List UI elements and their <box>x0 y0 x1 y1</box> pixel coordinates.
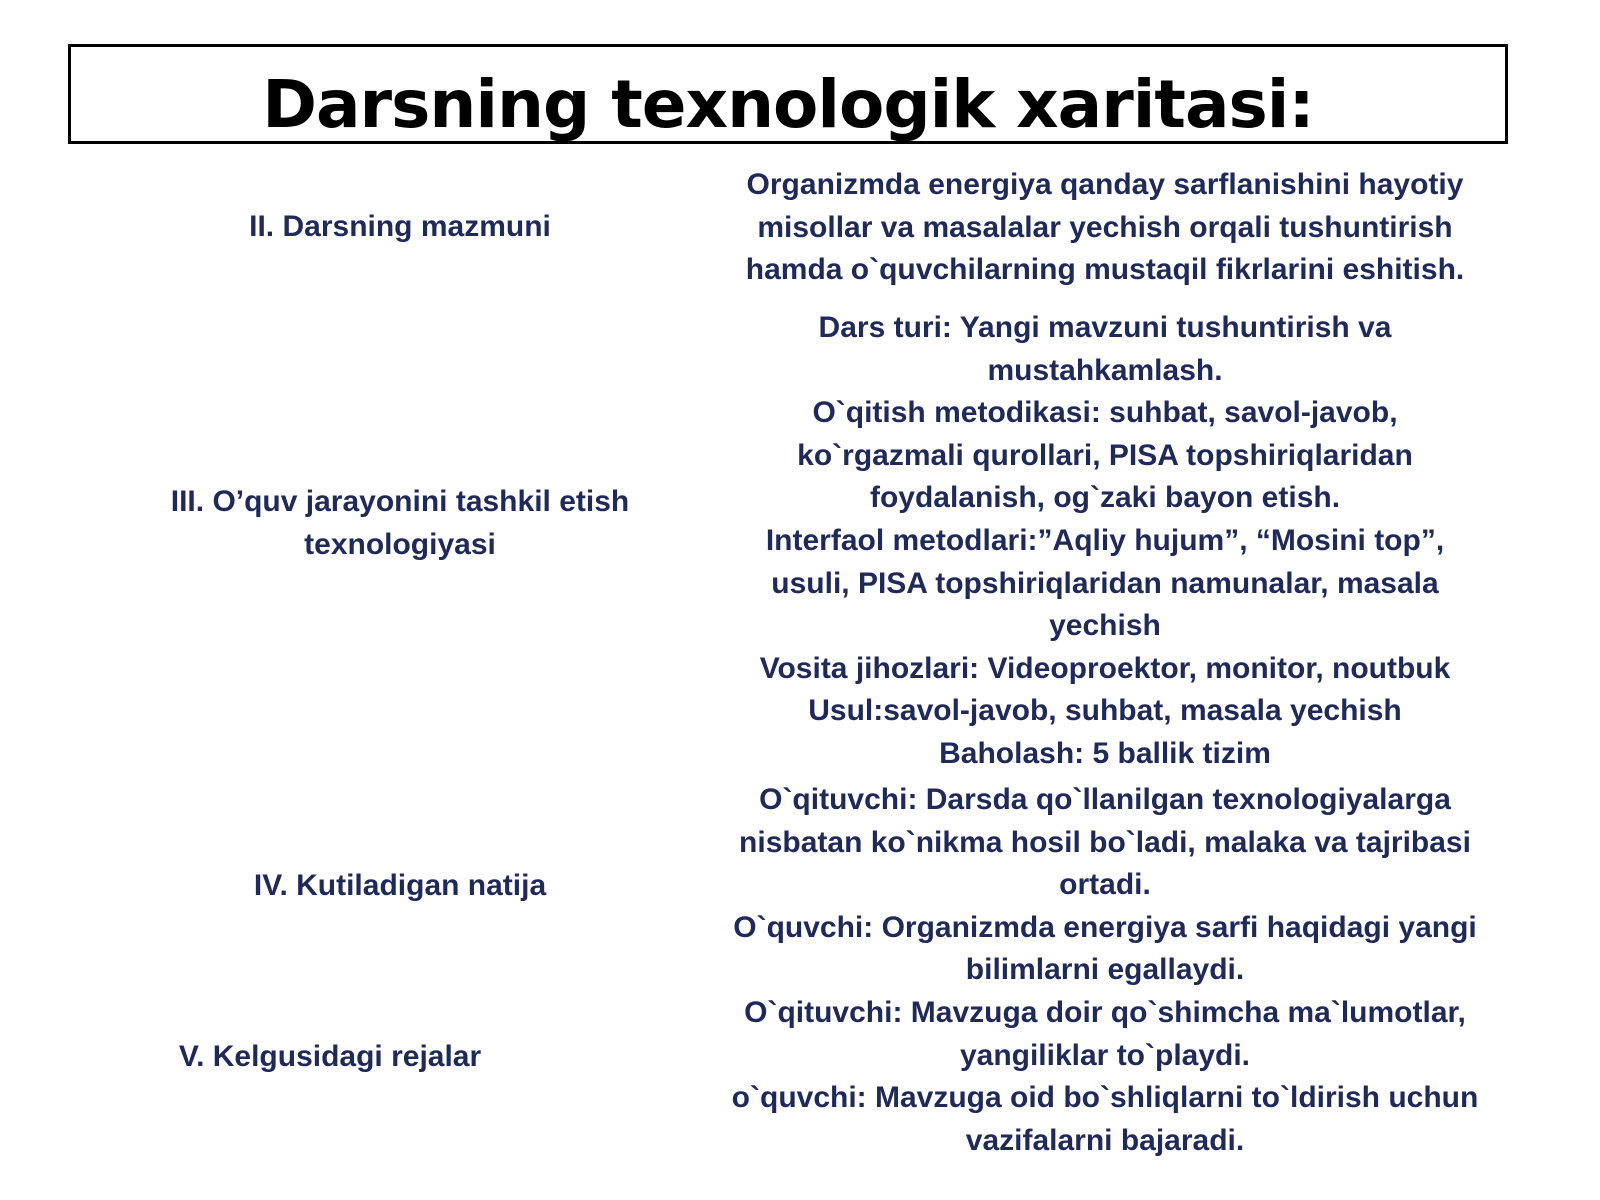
label-line: III. O’quv jarayonini tashkil etish <box>170 485 630 518</box>
section-content-outcome <box>720 779 1490 992</box>
content-line: Dars turi: Yangi mavzuni tushuntirish va <box>818 311 1392 344</box>
content-line: Baholash: 5 ballik tizim <box>939 736 1271 770</box>
content-line: O`qituvchi: Mavzuga doir qo`shimcha ma`lumotlar, <box>744 996 1466 1029</box>
content-line: foydalanish, og`zaki bayon etish. <box>869 481 1341 515</box>
content-line: yechish <box>1049 609 1161 643</box>
section-label-content: II. Darsning mazmuni <box>249 210 551 243</box>
content-line: hamda o`quvchilarning mustaqil fikrlarini eshitish. <box>745 253 1465 287</box>
content-line: ortadi. <box>1059 868 1151 902</box>
section-content-technology <box>720 307 1490 776</box>
content-line: nisbatan ko`nikma hosil bo`ladi, malaka va tajribasi <box>739 825 1471 859</box>
section-content-plans <box>720 992 1490 1162</box>
content-line: mustahkamlash. <box>987 353 1223 387</box>
content-line: Usul:savol-javob, suhbat, masala yechish <box>808 694 1402 728</box>
content-line: Vosita jihozlari: Videoproektor, monitor, noutbuk <box>759 651 1451 685</box>
section-label-technology <box>140 480 660 566</box>
label-line: texnologiyasi <box>304 528 496 561</box>
content-line: usuli, PISA topshiriqlaridan namunalar, masala <box>771 566 1439 600</box>
section-label-outcome: IV. Kutiladigan natija <box>253 869 547 902</box>
content-line: bilimlarni egallaydi. <box>965 953 1245 987</box>
content-line: O`qituvchi: Darsda qo`llanilgan texnologiyalarga <box>759 783 1451 816</box>
title-box <box>68 44 1508 144</box>
content-line: vazifalarni bajaradi. <box>965 1123 1245 1157</box>
slide-title: Darsning texnologik xaritasi: <box>262 65 1314 143</box>
content-line: ko`rgazmali qurollari, PISA topshiriqlaridan <box>797 438 1413 472</box>
section-label-plans: V. Kelgusidagi rejalar <box>178 1040 482 1073</box>
content-line: Organizmda energiya qanday sarflanishini hayotiy <box>746 168 1464 201</box>
content-line: misollar va masalalar yechish orqali tushuntirish <box>757 210 1453 244</box>
content-line: yangiliklar to`playdi. <box>959 1038 1251 1072</box>
section-content-lesson <box>720 164 1490 292</box>
content-line: O`qitish metodikasi: suhbat, savol-javob, <box>812 396 1398 430</box>
content-line: o`quvchi: Mavzuga oid bo`shliqlarni to`ldirish uchun <box>731 1081 1479 1115</box>
content-line: O`quvchi: Organizmda energiya sarfi haqidagi yangi <box>733 910 1477 944</box>
content-line: Interfaol metodlari:”Aqliy hujum”, “Mosini top”, <box>765 523 1445 557</box>
